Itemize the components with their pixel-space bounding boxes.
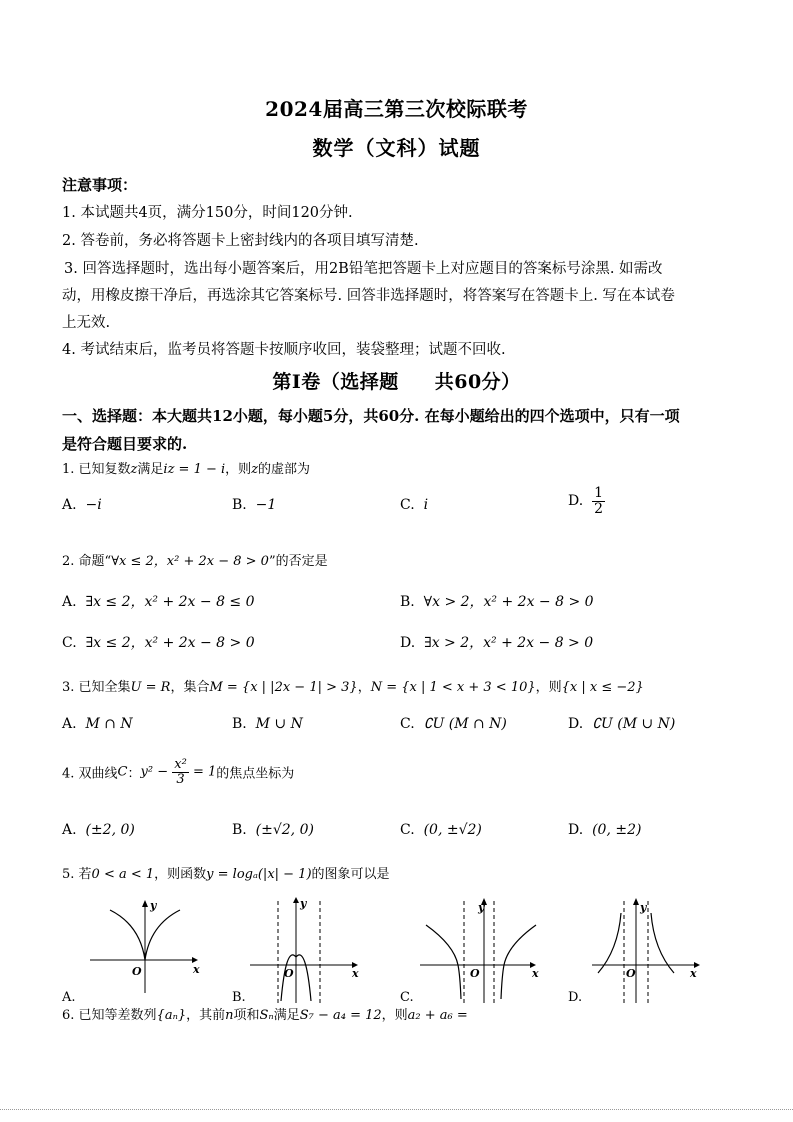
q5-option-c-label: C. xyxy=(400,990,414,1005)
q6-text: 6. 已知等差数列 xyxy=(62,1008,157,1023)
q3-text: ，则 xyxy=(535,680,562,695)
q4-text: 的焦点坐标为 xyxy=(216,766,295,782)
q4-var: C xyxy=(117,764,128,780)
q5-graph-d-x-label: x xyxy=(690,967,697,980)
q3-text: 3. 已知全集 xyxy=(62,680,131,695)
q4-option-b: B. (±√2, 0) xyxy=(232,822,314,838)
note-line: 3. 回答选择题时，选出每小题答案后，用2B铅笔把答题卡上对应题目的答案标号涂黑. 如需改 xyxy=(64,261,663,277)
q4-option-d: D. (0, ±2) xyxy=(568,822,642,838)
q6-sequence: {aₙ} xyxy=(156,1008,187,1023)
q4-text: 4. 双曲线 xyxy=(62,766,118,782)
q2-proposition: ∀x ≤ 2，x² + 2x − 8 > 0 xyxy=(111,554,269,569)
q3-option-a: A. M ∩ N xyxy=(62,716,133,732)
q5-graph-d-origin: O xyxy=(626,967,636,980)
q4-option-c: C. (0, ±√2) xyxy=(400,822,482,838)
q5-graph-c xyxy=(418,895,548,1005)
note-line: 上无效. xyxy=(62,315,111,331)
q3-universe: U = R xyxy=(130,680,171,695)
q2-text: 2. 命题“ xyxy=(62,554,112,569)
q6-text: ，则 xyxy=(381,1008,408,1023)
q6-text: ，其前 xyxy=(186,1008,226,1023)
q4-equation: y² − xyxy=(140,764,169,780)
q5-graph-a-origin: O xyxy=(132,965,142,978)
q1-option-c: C. i xyxy=(400,497,429,513)
q2-option-c: C. ∃x ≤ 2，x² + 2x − 8 > 0 xyxy=(62,635,255,651)
q2-option-d: D. ∃x > 2，x² + 2x − 8 > 0 xyxy=(400,635,594,651)
q5-graph-c-y-label: y xyxy=(478,901,485,914)
q2-text: ”的否定是 xyxy=(268,554,328,569)
note-line: 1. 本试题共4页，满分150分，时间120分钟. xyxy=(62,205,353,221)
question-2-stem xyxy=(62,550,328,569)
note-line: 2. 答卷前，务必将答题卡上密封线内的各项目填写清楚. xyxy=(62,233,419,249)
q1-option-b: B. −1 xyxy=(232,497,277,513)
q5-function: y = logₐ(|x| − 1) xyxy=(206,867,312,882)
q5-graph-a xyxy=(88,895,208,995)
question-6-stem xyxy=(62,1004,468,1023)
section-title-left: 第Ⅰ卷（选择题 xyxy=(272,371,399,393)
q1-var: z xyxy=(251,462,259,477)
q1-text: ，则 xyxy=(225,462,252,477)
q1-var: z xyxy=(130,462,138,477)
q6-sum: Sₙ xyxy=(259,1008,274,1023)
q1-text: 1. 已知复数 xyxy=(62,462,131,477)
q1-equation: iz = 1 − i xyxy=(163,462,226,477)
note-line: 4. 考试结束后，监考员将答题卡按顺序收回，装袋整理；试题不回收. xyxy=(62,342,506,358)
q3-option-c: C. ∁U (M ∩ N) xyxy=(400,716,507,732)
q5-graph-b-x-label: x xyxy=(352,967,359,980)
q6-condition: S₇ − a₄ = 12 xyxy=(299,1008,382,1023)
q3-set-n: N = {x | 1 < x + 3 < 10} xyxy=(370,680,536,695)
q2-option-b: B. ∀x > 2，x² + 2x − 8 > 0 xyxy=(400,594,594,610)
q6-expression: a₂ + a₆ = xyxy=(407,1008,468,1023)
section-title-right: 共60分） xyxy=(434,371,521,393)
q6-text: 满足 xyxy=(273,1008,300,1023)
q5-graph-d xyxy=(590,895,710,1005)
q5-graph-b-y-label: y xyxy=(300,897,307,910)
question-1-stem xyxy=(62,458,310,477)
q1-option-d: D. $\frac{1}{2}$ xyxy=(568,485,604,517)
question-4-stem xyxy=(62,758,294,786)
q3-option-d: D. ∁U (M ∪ N) xyxy=(568,716,676,732)
q3-text: ， xyxy=(357,680,371,695)
q1-option-a: A. −i xyxy=(62,497,102,513)
question-3-stem xyxy=(62,676,644,695)
q5-graph-b-origin: O xyxy=(284,967,294,980)
section-intro-cont: 是符合题目要求的. xyxy=(62,435,188,453)
section-intro: 一、选择题：本大题共12小题，每小题5分，共60分. 在每小题给出的四个选项中，只有一项 xyxy=(62,407,680,425)
q3-target-set: {x | x ≤ −2} xyxy=(561,680,644,695)
q5-condition: 0 < a < 1 xyxy=(91,867,155,882)
q5-text: ，则函数 xyxy=(154,867,207,882)
q2-option-a: A. ∃x ≤ 2，x² + 2x − 8 ≤ 0 xyxy=(62,594,255,610)
exam-subtitle: 数学（文科）试题 xyxy=(312,136,481,160)
q5-option-b-label: B. xyxy=(232,990,246,1005)
question-5-stem xyxy=(62,863,390,882)
q1-text: 满足 xyxy=(137,462,164,477)
exam-title: 2024届高三第三次校际联考 xyxy=(265,97,528,121)
q5-option-d-label: D. xyxy=(568,990,583,1005)
q3-option-b: B. M ∪ N xyxy=(232,716,303,732)
q5-text: 5. 若 xyxy=(62,867,92,882)
q5-text: 的图象可以是 xyxy=(311,867,390,882)
q4-fraction: $\frac{\text{x²}}{3}$ xyxy=(174,757,187,787)
q5-graph-a-y-label: y xyxy=(150,899,157,912)
q6-text: 项和 xyxy=(233,1008,260,1023)
q4-option-a: A. (±2, 0) xyxy=(62,822,135,838)
q1-text: 的虚部为 xyxy=(258,462,311,477)
page-bottom-rule xyxy=(0,1109,793,1110)
section-title xyxy=(0,367,793,394)
q5-option-a-label: A. xyxy=(62,990,76,1005)
q3-set-m: M = {x | |2x − 1| > 3} xyxy=(209,680,358,695)
q5-graph-c-origin: O xyxy=(470,967,480,980)
notes-heading: 注意事项： xyxy=(62,176,138,194)
q4-equation: = 1 xyxy=(192,764,217,780)
q3-text: ，集合 xyxy=(170,680,210,695)
note-line: 动，用橡皮擦干净后，再选涂其它答案标号. 回答非选择题时，将答案写在答题卡上. 写在本试卷 xyxy=(62,288,675,304)
q5-graph-d-y-label: y xyxy=(640,901,647,914)
q6-var: n xyxy=(225,1008,234,1023)
q4-text: ： xyxy=(127,766,141,782)
q5-graph-a-x-label: x xyxy=(193,963,200,976)
q5-graph-b xyxy=(248,895,368,1005)
q5-graph-c-x-label: x xyxy=(532,967,539,980)
